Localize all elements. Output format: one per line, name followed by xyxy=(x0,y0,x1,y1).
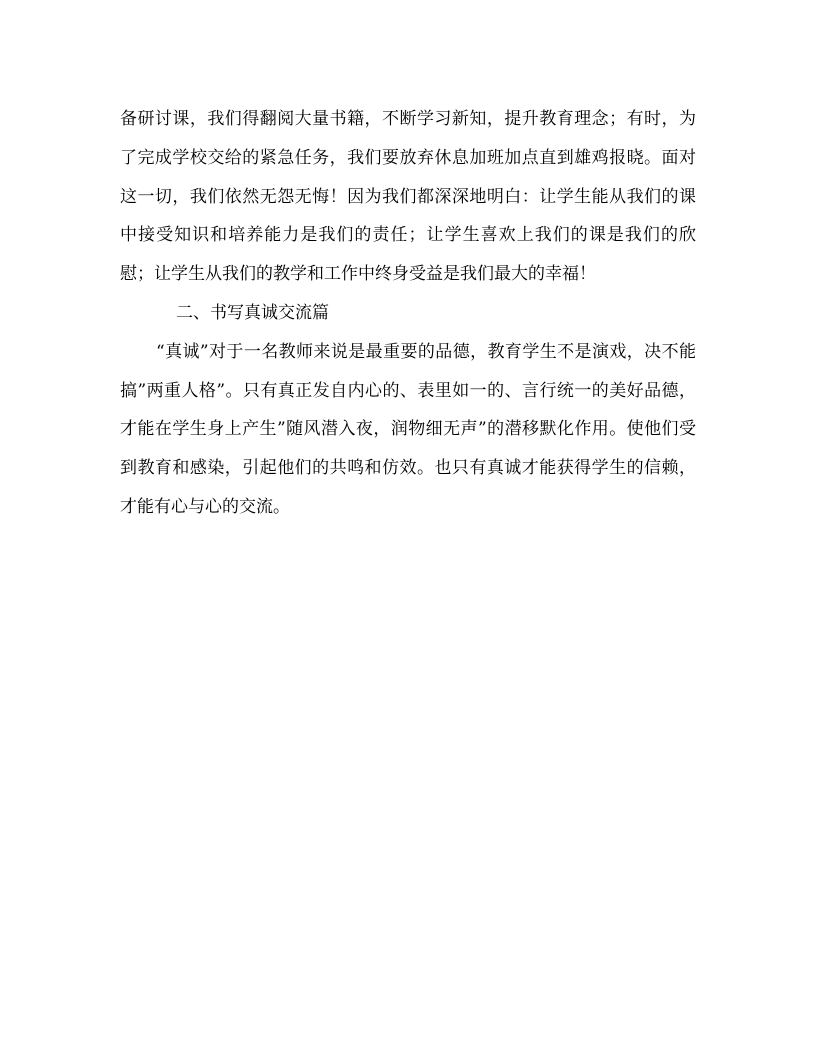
body-paragraph-continuation: 备研讨课，我们得翻阅大量书籍，不断学习新知，提升教育理念；有时，为了完成学校交给的紧急任务，我们要放弃休息加班加点直到雄鸡报晓。面对这一切，我们依然无怨无悔！因为我们都深深地明白：让学生能从我们的课中接受知识和培养能力是我们的责任；让学生喜欢上我们的课是我们的欣慰；让学生从我们的教学和工作中终身受益是我们最大的幸福！ xyxy=(120,109,696,285)
section-heading: 二、书写真诚交流篇 xyxy=(176,302,329,323)
body-paragraph: “真诚”对于一名教师来说是最重要的品德，教育学生不是演戏，决不能搞”两重人格”。只有真正发自内心的、表里如一的、言行统一的美好品德，才能在学生身上产生”随风潜入夜，润物细无声”的潜移默化作用。使他们受到教育和感染，引起他们的共鸣和仿效。也只有真诚才能获得学生的信赖，才能有心与心的交流。 xyxy=(120,341,696,517)
document-body xyxy=(120,100,696,527)
